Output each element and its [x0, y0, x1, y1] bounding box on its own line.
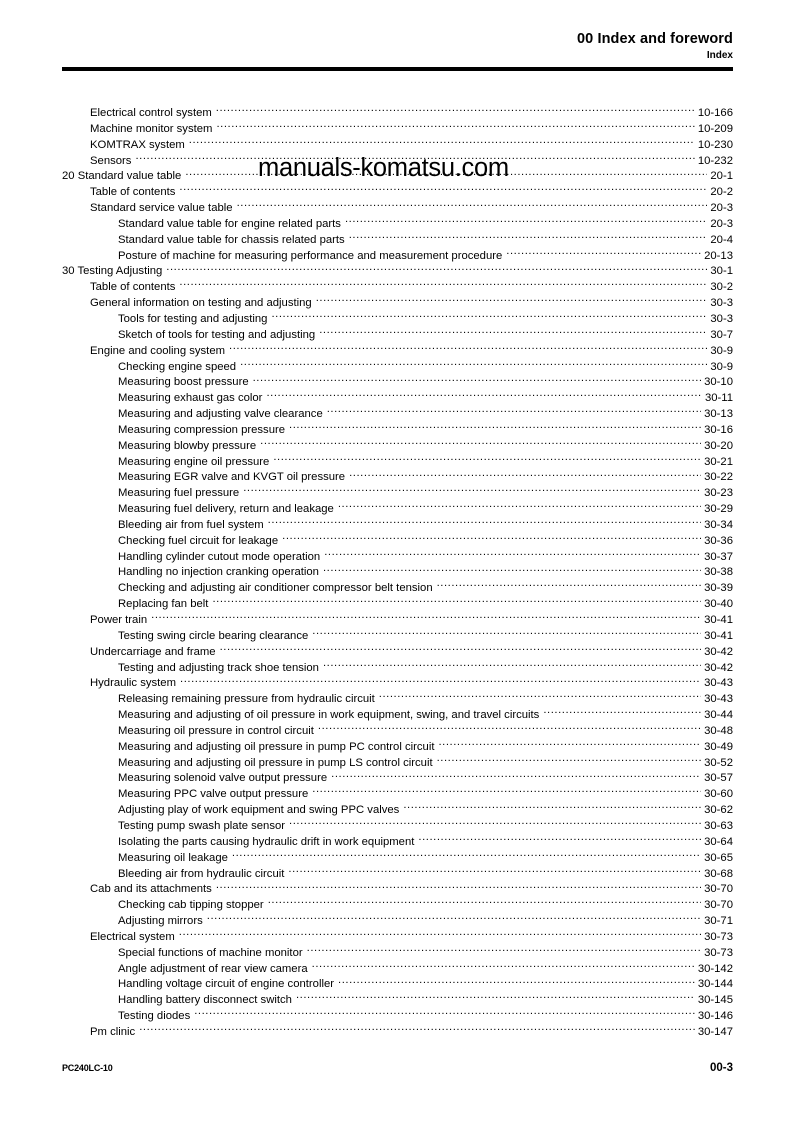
toc-leader-dots: [185, 168, 707, 179]
toc-leader-dots: [312, 786, 701, 797]
header-rule: [62, 67, 733, 71]
toc-entry[interactable]: [62, 834, 733, 850]
toc-leader-dots: [243, 485, 701, 496]
toc-entry[interactable]: [62, 263, 733, 279]
toc-leader-dots: [216, 881, 701, 892]
toc-entry[interactable]: [62, 485, 733, 501]
footer-model-number: PC240LC-10: [62, 1063, 113, 1073]
toc-entry-label: Sensors: [90, 154, 132, 167]
toc-entry-label: Standard value table for engine related parts: [118, 217, 341, 230]
toc-entry[interactable]: [62, 881, 733, 897]
toc-entry[interactable]: [62, 770, 733, 786]
toc-entry[interactable]: [62, 1024, 733, 1040]
toc-entry[interactable]: [62, 295, 733, 311]
toc-entry-page: 30-142: [697, 962, 733, 975]
toc-leader-dots: [139, 1024, 695, 1035]
toc-leader-dots: [506, 248, 701, 259]
page-header: [62, 30, 733, 62]
toc-entry-page: 30-70: [704, 899, 733, 912]
toc-leader-dots: [437, 755, 702, 766]
toc-entry[interactable]: [62, 121, 733, 137]
page-footer: [62, 1062, 733, 1074]
toc-leader-dots: [273, 454, 701, 465]
toc-entry-page: 30-41: [704, 629, 733, 642]
toc-entry[interactable]: [62, 929, 733, 945]
toc-entry-page: 30-70: [704, 883, 733, 896]
toc-entry[interactable]: [62, 675, 733, 691]
toc-entry[interactable]: [62, 469, 733, 485]
toc-entry-label: Handling cylinder cutout mode operation: [118, 550, 321, 563]
toc-entry-label: Measuring and adjusting of oil pressure in work equipment, swing, and travel circuits: [118, 709, 540, 722]
toc-leader-dots: [232, 850, 701, 861]
toc-entry-page: 30-71: [704, 915, 733, 928]
toc-leader-dots: [135, 153, 694, 164]
toc-entry-label: Electrical system: [90, 930, 175, 943]
toc-entry[interactable]: [62, 596, 733, 612]
toc-entry-label: Adjusting play of work equipment and swing PPC valves: [118, 804, 400, 817]
toc-entry-page: 30-144: [697, 978, 733, 991]
toc-entry[interactable]: [62, 707, 733, 723]
header-section-title: Index: [706, 50, 733, 61]
toc-entry-page: 30-7: [710, 328, 733, 341]
toc-entry-page: 20-1: [710, 170, 733, 183]
toc-entry-label: 30 Testing Adjusting: [62, 265, 163, 278]
toc-entry-label: Engine and cooling system: [90, 344, 226, 357]
toc-leader-dots: [318, 723, 701, 734]
toc-entry-label: Testing pump swash plate sensor: [118, 819, 286, 832]
toc-entry-label: Measuring compression pressure: [118, 423, 286, 436]
toc-entry-label: Measuring EGR valve and KVGT oil pressure: [118, 471, 346, 484]
toc-leader-dots: [289, 422, 701, 433]
toc-entry-page: 30-3: [710, 297, 733, 310]
toc-leader-dots: [212, 596, 701, 607]
toc-entry-page: 30-146: [697, 1010, 733, 1023]
toc-leader-dots: [307, 945, 701, 956]
toc-entry[interactable]: [62, 913, 733, 929]
toc-leader-dots: [216, 105, 695, 116]
toc-entry[interactable]: [62, 454, 733, 470]
toc-entry-page: 30-29: [704, 503, 733, 516]
footer-page-number: 00-3: [709, 1062, 733, 1074]
toc-entry-page: 30-3: [710, 312, 733, 325]
toc-entry-label: 20 Standard value table: [62, 170, 182, 183]
toc-leader-dots: [418, 834, 701, 845]
toc-leader-dots: [338, 976, 695, 987]
toc-entry[interactable]: [62, 612, 733, 628]
toc-entry-label: Measuring engine oil pressure: [118, 455, 270, 468]
toc-entry-page: 30-9: [710, 344, 733, 357]
toc-entry-label: Measuring oil leakage: [118, 851, 228, 864]
toc-entry-label: Checking and adjusting air conditioner compressor belt tension: [118, 582, 433, 595]
toc-entry-page: 30-13: [704, 408, 733, 421]
toc-leader-dots: [282, 533, 701, 544]
toc-leader-dots: [240, 359, 707, 370]
toc-entry-label: Bleeding air from hydraulic circuit: [118, 867, 285, 880]
toc-entry[interactable]: [62, 897, 733, 913]
toc-leader-dots: [207, 913, 701, 924]
toc-entry-label: Measuring exhaust gas color: [118, 392, 263, 405]
toc-entry-page: 30-48: [704, 724, 733, 737]
toc-entry[interactable]: [62, 248, 733, 264]
toc-entry-label: Handling battery disconnect switch: [118, 994, 292, 1007]
toc-leader-dots: [296, 992, 695, 1003]
toc-entry-label: Checking cab tipping stopper: [118, 899, 264, 912]
toc-entry-page: 30-23: [704, 487, 733, 500]
toc-entry-page: 30-37: [704, 550, 733, 563]
toc-entry[interactable]: [62, 533, 733, 549]
toc-entry[interactable]: [62, 216, 733, 232]
toc-leader-dots: [253, 374, 701, 385]
toc-entry-label: Undercarriage and frame: [90, 645, 216, 658]
toc-entry-page: 30-43: [704, 693, 733, 706]
toc-entry-page: 10-166: [697, 107, 733, 119]
toc-entry-page: 30-20: [704, 439, 733, 452]
toc-entry-page: 30-43: [704, 677, 733, 690]
toc-entry-label: Angle adjustment of rear view camera: [118, 962, 308, 975]
toc-entry[interactable]: [62, 866, 733, 882]
toc-entry-label: Sketch of tools for testing and adjusting: [118, 328, 316, 341]
toc-entry[interactable]: [62, 644, 733, 660]
toc-entry-page: 30-49: [704, 740, 733, 753]
toc-entry-page: 30-60: [704, 788, 733, 801]
toc-entry-label: Tools for testing and adjusting: [118, 312, 268, 325]
toc-leader-dots: [312, 961, 695, 972]
toc-entry[interactable]: [62, 422, 733, 438]
toc-leader-dots: [345, 216, 707, 227]
toc-leader-dots: [379, 691, 701, 702]
toc-entry-page: 10-232: [697, 154, 733, 167]
toc-leader-dots: [151, 612, 701, 623]
toc-entry[interactable]: [62, 279, 733, 295]
toc-entry[interactable]: [62, 786, 733, 802]
toc-entry[interactable]: [62, 343, 733, 359]
toc-leader-dots: [349, 232, 708, 243]
toc-entry-page: 30-34: [704, 518, 733, 531]
toc-entry-page: 30-16: [704, 423, 733, 436]
toc-entry-page: 30-1: [710, 265, 733, 278]
toc-leader-dots: [220, 644, 702, 655]
toc-entry-label: Measuring PPC valve output pressure: [118, 788, 309, 801]
toc-entry-label: Measuring and adjusting oil pressure in pump PC control circuit: [118, 740, 435, 753]
toc-entry-label: Measuring boost pressure: [118, 376, 249, 389]
toc-entry-label: Adjusting mirrors: [118, 915, 203, 928]
toc-entry-page: 30-22: [704, 471, 733, 484]
toc-entry[interactable]: [62, 517, 733, 533]
toc-entry-label: Bleeding air from fuel system: [118, 518, 264, 531]
toc-leader-dots: [437, 580, 701, 591]
toc-entry-label: Testing diodes: [118, 1010, 191, 1023]
toc-entry-page: 30-145: [697, 994, 733, 1007]
toc-entry[interactable]: [62, 628, 733, 644]
toc-entry[interactable]: [62, 105, 733, 121]
toc-entry-page: 30-11: [704, 392, 733, 405]
toc-entry-page: 30-63: [704, 819, 733, 832]
toc-entry[interactable]: [62, 374, 733, 390]
toc-entry-label: Measuring and adjusting valve clearance: [118, 408, 323, 421]
toc-entry[interactable]: [62, 992, 733, 1008]
toc-entry-page: 30-2: [710, 281, 733, 294]
toc-entry-page: 30-147: [697, 1025, 733, 1038]
toc-entry[interactable]: [62, 945, 733, 961]
toc-entry[interactable]: [62, 976, 733, 992]
toc-entry-label: Special functions of machine monitor: [118, 946, 303, 959]
toc-entry-label: Handling no injection cranking operation: [118, 566, 319, 579]
toc-entry-page: 30-39: [704, 582, 733, 595]
toc-entry[interactable]: [62, 327, 733, 343]
toc-entry-label: Standard value table for chassis related parts: [118, 233, 345, 246]
toc-leader-dots: [229, 343, 707, 354]
toc-leader-dots: [319, 327, 707, 338]
toc-leader-dots: [288, 866, 701, 877]
toc-entry-label: Replacing fan belt: [118, 598, 209, 611]
toc-entry-page: 30-73: [704, 946, 733, 959]
toc-entry-page: 30-52: [704, 756, 733, 769]
toc-entry[interactable]: [62, 501, 733, 517]
toc-leader-dots: [194, 1008, 695, 1019]
header-chapter-title: 00 Index and foreword: [577, 31, 733, 47]
toc-entry-page: 30-41: [704, 614, 733, 626]
toc-entry[interactable]: [62, 200, 733, 216]
toc-leader-dots: [327, 406, 701, 417]
toc-entry[interactable]: [62, 564, 733, 580]
toc-leader-dots: [323, 564, 701, 575]
toc-entry-page: 30-9: [710, 360, 733, 373]
toc-entry-label: Posture of machine for measuring performance and measurement procedure: [118, 249, 503, 262]
toc-entry[interactable]: [62, 818, 733, 834]
toc-entry-page: 30-57: [704, 772, 733, 785]
toc-entry-label: Checking fuel circuit for leakage: [118, 534, 279, 547]
toc-leader-dots: [166, 263, 707, 274]
toc-entry-label: Hydraulic system: [90, 677, 177, 690]
toc-entry-page: 30-42: [704, 645, 733, 658]
toc-leader-dots: [323, 660, 701, 671]
toc-entry[interactable]: [62, 359, 733, 375]
toc-entry-page: 30-44: [704, 709, 733, 722]
toc-entry[interactable]: [62, 232, 733, 248]
toc-entry[interactable]: [62, 390, 733, 406]
toc-leader-dots: [268, 897, 701, 908]
toc-entry-page: 30-21: [704, 455, 733, 468]
toc-entry[interactable]: [62, 549, 733, 565]
toc-leader-dots: [331, 770, 701, 781]
toc-entry[interactable]: [62, 961, 733, 977]
toc-entry-page: 30-10: [704, 376, 733, 389]
toc-leader-dots: [237, 200, 708, 211]
toc-entry-label: Handling voltage circuit of engine controller: [118, 978, 335, 991]
toc-entry-page: 20-4: [710, 233, 733, 246]
toc-entry-label: Machine monitor system: [90, 122, 213, 135]
toc-leader-dots: [403, 802, 701, 813]
toc-entry-page: 30-73: [704, 930, 733, 943]
toc-entry-label: Measuring and adjusting oil pressure in pump LS control circuit: [118, 756, 433, 769]
toc-entry-page: 30-65: [704, 851, 733, 864]
toc-entry-label: Cab and its attachments: [90, 883, 212, 896]
toc-entry[interactable]: [62, 739, 733, 755]
toc-entry[interactable]: [62, 406, 733, 422]
toc-leader-dots: [189, 137, 695, 148]
toc-leader-dots: [289, 818, 701, 829]
toc-entry[interactable]: [62, 137, 733, 153]
toc-entry-label: Releasing remaining pressure from hydraulic circuit: [118, 693, 375, 706]
toc-entry-page: 20-13: [704, 249, 733, 262]
toc-leader-dots: [316, 295, 708, 306]
toc-entry-label: Measuring solenoid valve output pressure: [118, 772, 328, 785]
toc-leader-dots: [266, 390, 702, 401]
toc-entry[interactable]: [62, 755, 733, 771]
toc-entry[interactable]: [62, 580, 733, 596]
toc-entry-page: 10-230: [697, 138, 733, 151]
toc-leader-dots: [216, 121, 694, 132]
toc-entry-page: 20-3: [710, 202, 733, 215]
toc-leader-dots: [349, 469, 701, 480]
toc-entry-label: General information on testing and adjusting: [90, 297, 312, 310]
toc-entry-label: Checking engine speed: [118, 360, 237, 373]
toc-entry-label: Testing swing circle bearing clearance: [118, 629, 309, 642]
watermark: manuals-komatsu.com: [258, 154, 509, 182]
toc-leader-dots: [179, 279, 707, 290]
toc-entry-label: KOMTRAX system: [90, 138, 185, 151]
toc-leader-dots: [271, 311, 707, 322]
toc-entry-page: 30-68: [704, 867, 733, 880]
toc-entry[interactable]: [62, 850, 733, 866]
table-of-contents: [62, 105, 733, 1040]
toc-leader-dots: [312, 628, 701, 639]
toc-entry-page: 20-2: [710, 186, 733, 199]
toc-entry-label: Power train: [90, 614, 148, 626]
toc-leader-dots: [179, 929, 701, 940]
toc-leader-dots: [338, 501, 701, 512]
toc-entry-page: 30-62: [704, 804, 733, 817]
toc-entry-label: Table of contents: [90, 186, 176, 199]
toc-entry[interactable]: [62, 802, 733, 818]
toc-leader-dots: [268, 517, 701, 528]
toc-entry-page: 10-209: [697, 122, 733, 135]
toc-leader-dots: [438, 739, 701, 750]
toc-entry-page: 30-40: [704, 598, 733, 611]
toc-entry[interactable]: [62, 184, 733, 200]
toc-entry[interactable]: [62, 168, 733, 184]
toc-entry-label: Measuring fuel pressure: [118, 487, 240, 500]
toc-entry-page: 30-38: [704, 566, 733, 579]
toc-entry-label: Isolating the parts causing hydraulic drift in work equipment: [118, 835, 415, 848]
toc-leader-dots: [179, 184, 707, 195]
toc-entry[interactable]: [62, 1008, 733, 1024]
toc-entry-label: Measuring blowby pressure: [118, 439, 257, 452]
toc-leader-dots: [260, 438, 701, 449]
toc-entry-label: Table of contents: [90, 281, 176, 294]
toc-entry[interactable]: [62, 438, 733, 454]
toc-entry-page: 30-64: [704, 835, 733, 848]
toc-leader-dots: [324, 549, 701, 560]
toc-entry[interactable]: [62, 691, 733, 707]
toc-leader-dots: [180, 675, 701, 686]
toc-entry-page: 20-3: [710, 217, 733, 230]
toc-entry[interactable]: [62, 660, 733, 676]
toc-entry-label: Electrical control system: [90, 107, 212, 119]
toc-entry-page: 30-42: [704, 661, 733, 674]
toc-leader-dots: [543, 707, 701, 718]
toc-entry-label: Measuring oil pressure in control circuit: [118, 724, 314, 737]
toc-entry-label: Pm clinic: [90, 1025, 136, 1038]
toc-entry-label: Measuring fuel delivery, return and leakage: [118, 503, 334, 516]
toc-entry-label: Standard service value table: [90, 202, 233, 215]
toc-entry[interactable]: [62, 723, 733, 739]
toc-entry-label: Testing and adjusting track shoe tension: [118, 661, 319, 674]
toc-entry[interactable]: [62, 153, 733, 169]
toc-entry-page: 30-36: [704, 534, 733, 547]
toc-entry[interactable]: [62, 311, 733, 327]
